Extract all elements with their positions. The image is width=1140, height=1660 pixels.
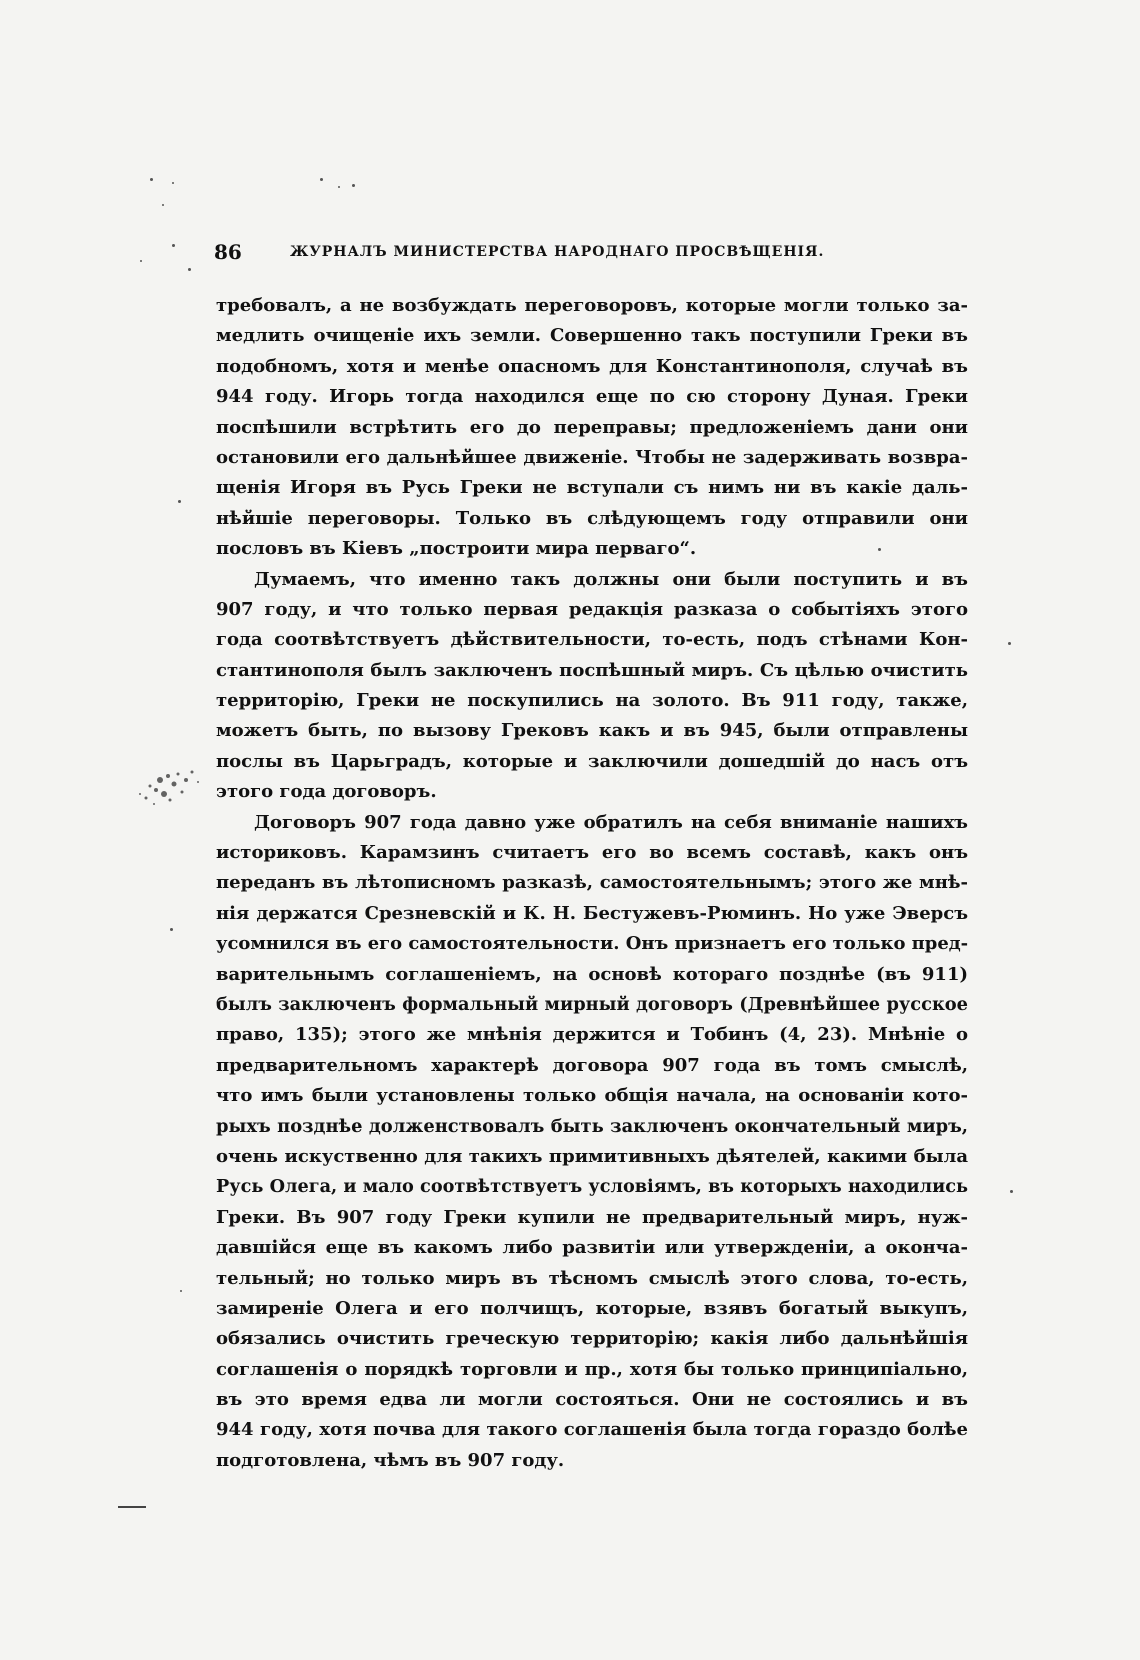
text-line: усомнился въ его самостоятельности. Онъ признаетъ его только пред-	[216, 933, 969, 955]
text-line: поспѣшили встрѣтить его до переправы; предложеніемъ дани они	[216, 416, 968, 438]
text-line: нѣйшіе переговоры. Только въ слѣдующемъ году отправили они	[216, 507, 968, 529]
text-line: соглашенія о порядкѣ торговли и пр., хотя бы только принципіально,	[216, 1358, 968, 1380]
text-line: историковъ. Карамзинъ считаетъ его во всемъ составѣ, какъ онъ	[216, 842, 968, 864]
page-number: 86	[214, 240, 242, 264]
text-line: тельный; но только миръ въ тѣсномъ смыслѣ этого слова, то-есть,	[216, 1267, 968, 1289]
scan-speck	[1008, 642, 1011, 645]
text-line: нія держатся Срезневскій и К. Н. Бестужевъ-Рюминъ. Но уже Эверсъ	[216, 902, 968, 924]
scan-speck	[150, 178, 153, 181]
text-line: обязались очистить греческую территорію; какія либо дальнѣйшія	[216, 1328, 968, 1350]
text-line: Думаемъ, что именно такъ должны они были поступить и въ	[254, 568, 968, 590]
text-line: что имъ были установлены только общія начала, на основаніи кото-	[216, 1085, 968, 1107]
text-line: Договоръ 907 года давно уже обратилъ на себя вниманіе нашихъ	[254, 811, 968, 833]
scan-speck	[162, 204, 164, 206]
scan-speck	[320, 178, 323, 181]
text-line: Греки. Въ 907 году Греки купили не предварительный миръ, нуж-	[216, 1206, 968, 1228]
text-line: давшійся еще въ какомъ либо развитіи или утвержденіи, а оконча-	[216, 1237, 968, 1259]
text-line: въ это время едва ли могли состояться. Они не состоялись и въ	[216, 1389, 968, 1411]
scan-speck	[1010, 1190, 1013, 1193]
scan-speck	[338, 186, 340, 188]
text-line: остановили его дальнѣйшее движеніе. Чтобы не задерживать возвра-	[216, 446, 968, 468]
text-line: очень искуственно для такихъ примитивныхъ дѣятелей, какими была	[216, 1145, 968, 1167]
text-line: медлить очищеніе ихъ земли. Совершенно такъ поступили Греки въ	[216, 325, 968, 347]
running-title: ЖУРНАЛЪ МИНИСТЕРСТВА НАРОДНАГО ПРОСВѢЩЕНІЯ.	[290, 244, 825, 260]
body-text	[216, 291, 968, 1476]
text-line: года соотвѣтствуетъ дѣйствительности, то-есть, подъ стѣнами Кон-	[216, 629, 968, 651]
ink-smudge	[130, 760, 220, 820]
text-line: послы въ Царьградъ, которые и заключили дошедшій до насъ отъ	[216, 750, 968, 772]
text-line: можетъ быть, по вызову Грековъ какъ и въ 945, были отправлены	[216, 720, 968, 742]
text-line: замиреніе Олега и его полчищъ, которые, взявъ богатый выкупъ,	[216, 1297, 968, 1319]
text-line: варительнымъ соглашеніемъ, на основѣ котораго позднѣе (въ 911)	[216, 963, 968, 985]
text-line: территорію, Греки не поскупились на золото. Въ 911 году, также,	[216, 690, 968, 712]
text-line: пословъ въ Кіевъ „построити мира перваго“.	[216, 538, 697, 560]
scan-speck	[170, 928, 173, 931]
scan-speck	[172, 244, 175, 247]
text-line: 944 году. Игорь тогда находился еще по сю сторону Дуная. Греки	[216, 386, 968, 408]
text-line: этого года договоръ.	[216, 781, 437, 803]
text-line: былъ заключенъ формальный мирный договоръ (Древнѣйшее русское	[216, 993, 968, 1015]
text-line: право, 135); этого же мнѣнія держится и Тобинъ (4, 23). Мнѣніе о	[216, 1024, 968, 1046]
scan-speck	[178, 500, 181, 503]
text-line: подготовлена, чѣмъ въ 907 году.	[216, 1449, 565, 1471]
scan-speck	[352, 184, 355, 187]
text-line: требовалъ, а не возбуждать переговоровъ, которые могли только за-	[216, 295, 968, 316]
text-line: 944 году, хотя почва для такого соглашенія была тогда гораздо болѣе	[216, 1419, 968, 1441]
scan-speck	[188, 268, 191, 271]
scan-speck	[180, 1290, 182, 1292]
text-line: переданъ въ лѣтописномъ разказѣ, самостоятельнымъ; этого же мнѣ-	[216, 872, 968, 894]
running-header	[214, 240, 850, 270]
scan-dash	[118, 1506, 146, 1508]
text-line: рыхъ позднѣе долженствовалъ быть заключенъ окончательный миръ,	[216, 1115, 968, 1137]
text-line: щенія Игоря въ Русь Греки не вступали съ нимъ ни въ какіе даль-	[216, 477, 968, 499]
text-line: 907 году, и что только первая редакція разказа о событіяхъ этого	[216, 598, 968, 620]
text-line: предварительномъ характерѣ договора 907 года въ томъ смыслѣ,	[216, 1054, 968, 1076]
text-line: подобномъ, хотя и менѣе опасномъ для Константинополя, случаѣ въ	[216, 355, 968, 377]
text-line: стантинополя былъ заключенъ поспѣшный миръ. Съ цѣлью очистить	[216, 659, 968, 681]
scan-speck	[140, 260, 142, 262]
text-line: Русь Олега, и мало соотвѣтствуетъ условіямъ, въ которыхъ находились	[216, 1176, 968, 1198]
scan-speck	[172, 182, 174, 184]
